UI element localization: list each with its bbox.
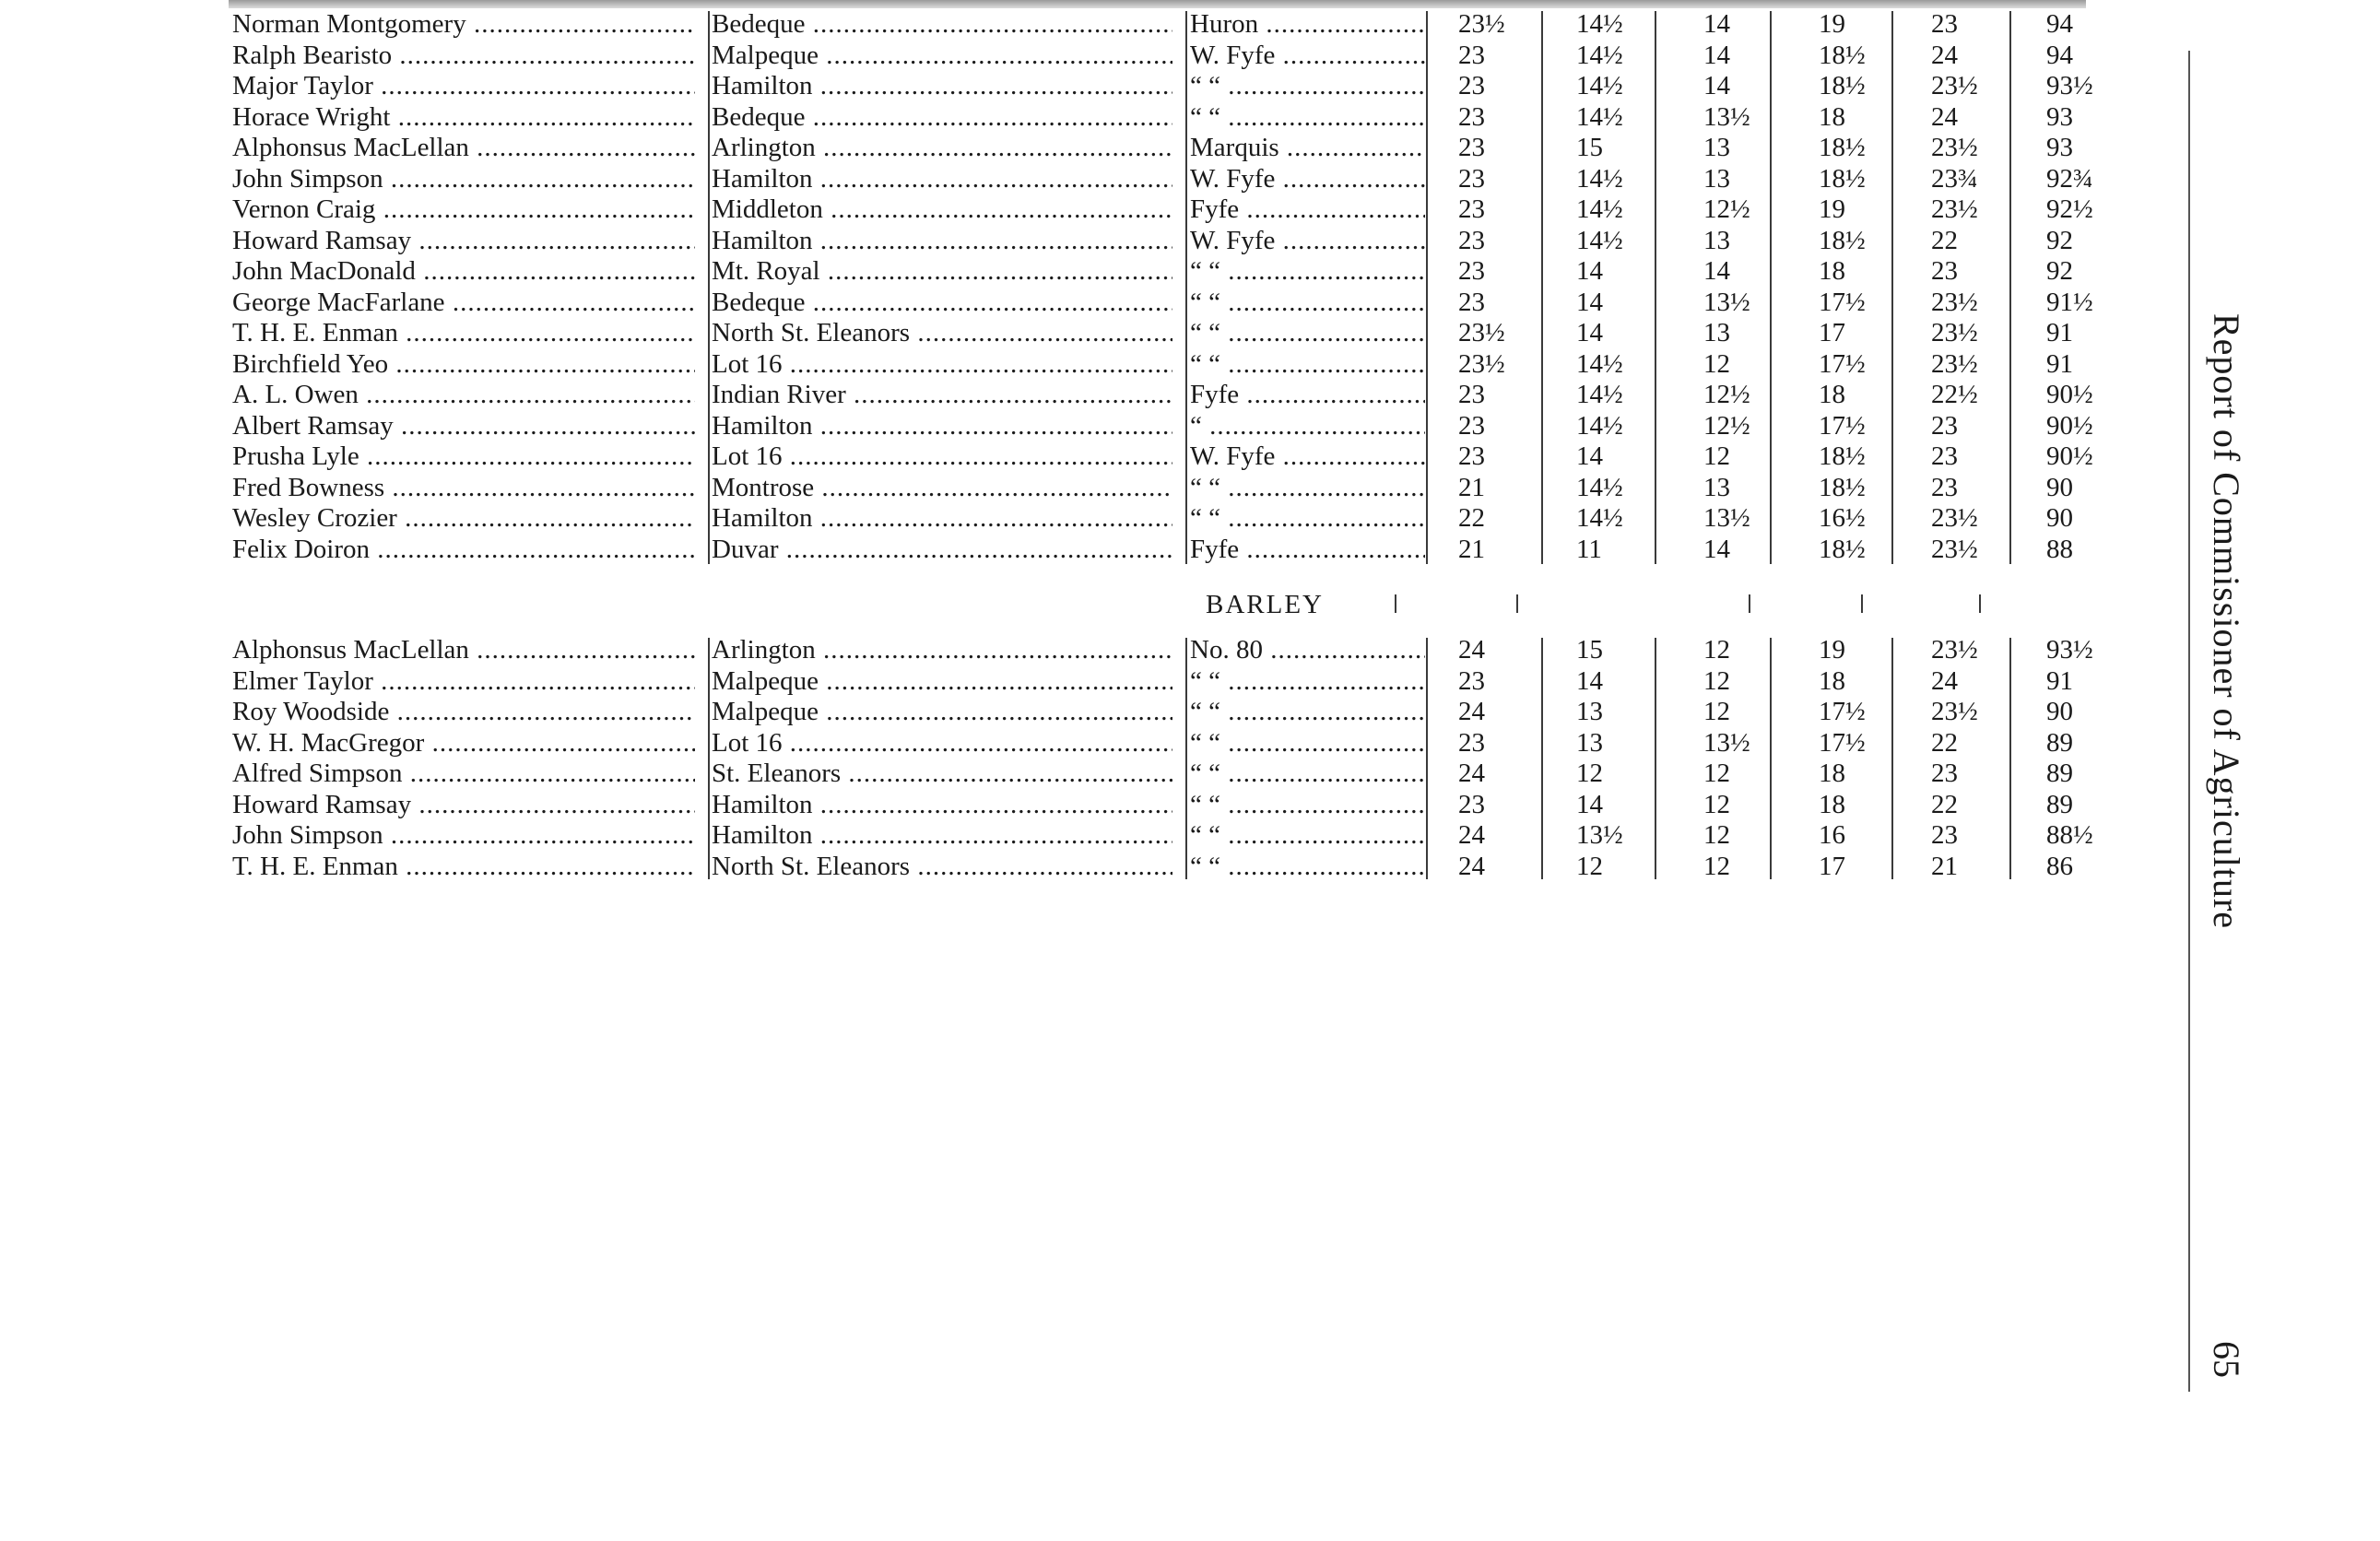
cell-c5: 23	[1931, 820, 1958, 850]
cell-c1: 23	[1458, 727, 1485, 758]
cell-total: 93	[2046, 101, 2073, 132]
cell-total: 91	[2046, 348, 2073, 379]
table-row	[0, 503, 2120, 534]
cell-c5: 23½	[1931, 534, 1978, 564]
cell-address: Hamilton .....	[712, 790, 1172, 820]
cell-c3: 12½	[1703, 380, 1750, 409]
table-row	[0, 226, 2120, 256]
table-row	[0, 71, 2120, 101]
cell-address: Malpeque .....	[712, 666, 1172, 697]
cell-name: T. H. E. Enman .....	[232, 852, 695, 882]
cell-c4: 17½	[1819, 410, 1866, 441]
cell-c1: 24	[1458, 759, 1485, 788]
column-rule	[1655, 11, 1656, 564]
cell-c2: 14½	[1576, 380, 1623, 409]
cell-address: Lot 16 .....	[712, 441, 1172, 472]
cell-c3: 13½	[1703, 727, 1750, 758]
cell-total: 90½	[2046, 410, 2093, 441]
cell-total: 90½	[2046, 441, 2093, 471]
cell-c2: 14½	[1576, 9, 1623, 39]
column-rule	[1891, 11, 1893, 564]
cell-c3: 13	[1703, 225, 1730, 255]
cell-c3: 13	[1703, 318, 1730, 347]
cell-total: 88½	[2046, 820, 2093, 850]
cell-c4: 18	[1819, 380, 1845, 409]
cell-c5: 23	[1931, 759, 1958, 788]
cell-c3: 12	[1703, 789, 1730, 819]
column-rule	[1426, 11, 1428, 564]
column-rule	[1185, 11, 1187, 564]
column-rule	[1861, 594, 1863, 613]
cell-c3: 12½	[1703, 410, 1750, 441]
cell-variety: “ “ .....	[1190, 820, 1425, 851]
cell-c5: 23	[1931, 472, 1958, 502]
cell-variety: “ “ .....	[1190, 666, 1425, 697]
cell-c4: 18½	[1819, 71, 1866, 100]
cell-c5: 23½	[1931, 503, 1978, 533]
cell-c4: 17½	[1819, 287, 1866, 317]
cell-c4: 18½	[1819, 472, 1866, 502]
cell-c2: 14½	[1576, 472, 1623, 502]
cell-name: Major Taylor .....	[232, 71, 695, 101]
cell-name: George MacFarlane .....	[232, 288, 695, 318]
table-row	[0, 9, 2120, 40]
cell-c1: 23	[1458, 287, 1485, 317]
cell-name: A. L. Owen .....	[232, 380, 695, 410]
cell-c4: 18	[1819, 665, 1845, 696]
section-heading-barley: BARLEY	[1206, 590, 1324, 619]
cell-total: 93	[2046, 133, 2073, 162]
cell-total: 86	[2046, 851, 2073, 881]
cell-c3: 13½	[1703, 287, 1750, 317]
cell-c1: 23	[1458, 40, 1485, 70]
cell-address: Arlington .....	[712, 133, 1172, 163]
cell-c1: 23	[1458, 441, 1485, 471]
cell-c2: 14½	[1576, 348, 1623, 379]
cell-variety: Marquis .....	[1190, 133, 1425, 163]
table-row	[0, 441, 2120, 472]
cell-c1: 23½	[1458, 318, 1505, 347]
table-row	[0, 852, 2120, 882]
table-row	[0, 318, 2120, 348]
cell-c3: 13	[1703, 163, 1730, 194]
cell-c1: 24	[1458, 635, 1485, 665]
table-row	[0, 102, 2120, 133]
cell-address: Hamilton .....	[712, 503, 1172, 534]
cell-address: Hamilton .....	[712, 226, 1172, 256]
cell-c3: 13	[1703, 472, 1730, 502]
column-rule	[2009, 11, 2011, 564]
cell-address: Bedeque .....	[712, 288, 1172, 318]
cell-c2: 14	[1576, 318, 1603, 347]
cell-c3: 13½	[1703, 101, 1750, 132]
cell-c5: 22	[1931, 225, 1958, 255]
cell-address: Bedeque .....	[712, 102, 1172, 133]
cell-c5: 22	[1931, 789, 1958, 819]
cell-name: Alphonsus MacLellan .....	[232, 133, 695, 163]
cell-c2: 15	[1576, 133, 1603, 162]
cell-c3: 14	[1703, 534, 1730, 564]
cell-variety: “ “ .....	[1190, 697, 1425, 727]
cell-c2: 14	[1576, 287, 1603, 317]
cell-total: 91	[2046, 665, 2073, 696]
cell-c4: 16½	[1819, 503, 1866, 533]
cell-address: Lot 16 .....	[712, 728, 1172, 759]
table-row	[0, 790, 2120, 820]
table-row	[0, 697, 2120, 727]
cell-variety: Fyfe .....	[1190, 194, 1425, 225]
cell-variety: “ “ .....	[1190, 71, 1425, 101]
cell-total: 92	[2046, 225, 2073, 255]
cell-c4: 18½	[1819, 441, 1866, 471]
cell-total: 93½	[2046, 635, 2093, 665]
cell-c3: 12	[1703, 851, 1730, 881]
column-rule	[1541, 11, 1543, 564]
cell-address: Malpeque .....	[712, 697, 1172, 727]
cell-c2: 14½	[1576, 71, 1623, 100]
cell-c1: 23	[1458, 380, 1485, 409]
cell-c5: 23¾	[1931, 163, 1978, 194]
cell-c4: 18½	[1819, 40, 1866, 70]
cell-variety: “ “ .....	[1190, 759, 1425, 789]
cell-name: John Simpson .....	[232, 820, 695, 851]
cell-c5: 23	[1931, 9, 1958, 39]
cell-c4: 18	[1819, 101, 1845, 132]
cell-variety: W. Fyfe .....	[1190, 164, 1425, 194]
cell-name: Fred Bowness .....	[232, 473, 695, 503]
cell-address: North St. Eleanors .....	[712, 318, 1172, 348]
cell-c2: 14½	[1576, 163, 1623, 194]
cell-c4: 18	[1819, 759, 1845, 788]
cell-c2: 14	[1576, 441, 1603, 471]
cell-variety: Huron .....	[1190, 9, 1425, 40]
cell-total: 92	[2046, 256, 2073, 286]
cell-name: Vernon Craig .....	[232, 194, 695, 225]
cell-c4: 17½	[1819, 727, 1866, 758]
cell-variety: “ “ .....	[1190, 102, 1425, 133]
cell-name: W. H. MacGregor .....	[232, 728, 695, 759]
cell-c1: 24	[1458, 697, 1485, 726]
cell-variety: “ “ .....	[1190, 852, 1425, 882]
cell-address: North St. Eleanors .....	[712, 852, 1172, 882]
cell-c5: 23½	[1931, 348, 1978, 379]
cell-variety: “ “ .....	[1190, 256, 1425, 287]
cell-c1: 24	[1458, 851, 1485, 881]
cell-total: 89	[2046, 789, 2073, 819]
cell-c3: 12	[1703, 697, 1730, 726]
cell-name: Birchfield Yeo .....	[232, 349, 695, 380]
cell-c4: 17	[1819, 318, 1845, 347]
cell-address: Bedeque .....	[712, 9, 1172, 40]
cell-c2: 13	[1576, 727, 1603, 758]
cell-name: T. H. E. Enman .....	[232, 318, 695, 348]
column-rule	[1516, 594, 1518, 613]
cell-address: Duvar .....	[712, 535, 1172, 565]
cell-c1: 22	[1458, 503, 1485, 533]
cell-variety: “ “ .....	[1190, 288, 1425, 318]
cell-c3: 13	[1703, 133, 1730, 162]
cell-c4: 16	[1819, 820, 1845, 850]
margin-rule	[2188, 51, 2190, 1392]
cell-variety: No. 80 .....	[1190, 635, 1425, 665]
cell-name: Howard Ramsay .....	[232, 790, 695, 820]
cell-address: Mt. Royal .....	[712, 256, 1172, 287]
table-row	[0, 759, 2120, 789]
cell-address: Hamilton .....	[712, 820, 1172, 851]
cell-c4: 19	[1819, 9, 1845, 39]
column-rule	[2009, 638, 2011, 879]
cell-name: Horace Wright .....	[232, 102, 695, 133]
cell-c1: 23	[1458, 410, 1485, 441]
cell-c4: 18½	[1819, 534, 1866, 564]
page-number: 65	[2206, 1341, 2247, 1378]
cell-total: 90½	[2046, 380, 2093, 409]
cell-c5: 23½	[1931, 133, 1978, 162]
cell-c2: 13½	[1576, 820, 1623, 850]
cell-variety: W. Fyfe .....	[1190, 441, 1425, 472]
cell-c1: 23	[1458, 665, 1485, 696]
cell-c4: 18	[1819, 256, 1845, 286]
column-rule	[1185, 638, 1187, 879]
cell-c1: 21	[1458, 534, 1485, 564]
cell-c1: 23	[1458, 163, 1485, 194]
column-rule	[1395, 594, 1396, 613]
cell-name: Wesley Crozier .....	[232, 503, 695, 534]
cell-c3: 12	[1703, 665, 1730, 696]
cell-c5: 23½	[1931, 697, 1978, 726]
cell-c2: 11	[1576, 534, 1602, 564]
cell-name: Elmer Taylor .....	[232, 666, 695, 697]
cell-c1: 23	[1458, 101, 1485, 132]
cell-c4: 17½	[1819, 697, 1866, 726]
cell-c4: 19	[1819, 635, 1845, 665]
table-row	[0, 728, 2120, 759]
cell-name: Alfred Simpson .....	[232, 759, 695, 789]
cell-address: Hamilton .....	[712, 411, 1172, 441]
cell-name: Albert Ramsay .....	[232, 411, 695, 441]
cell-c1: 23	[1458, 194, 1485, 224]
cell-c2: 14½	[1576, 194, 1623, 224]
cell-variety: “ “ .....	[1190, 318, 1425, 348]
table-row	[0, 288, 2120, 318]
cell-address: Middleton .....	[712, 194, 1172, 225]
cell-c5: 24	[1931, 40, 1958, 70]
cell-c3: 14	[1703, 71, 1730, 100]
cell-c3: 14	[1703, 256, 1730, 286]
cell-total: 89	[2046, 759, 2073, 788]
cell-c2: 14	[1576, 789, 1603, 819]
cell-total: 92¾	[2046, 163, 2093, 194]
cell-total: 90	[2046, 472, 2073, 502]
column-rule	[1541, 638, 1543, 879]
running-head: Report of Commissioner of Agriculture	[2206, 313, 2247, 930]
cell-address: Arlington .....	[712, 635, 1172, 665]
cell-variety: Fyfe .....	[1190, 380, 1425, 410]
table-row	[0, 535, 2120, 565]
cell-c2: 12	[1576, 851, 1603, 881]
cell-c5: 23½	[1931, 635, 1978, 665]
cell-variety: W. Fyfe .....	[1190, 41, 1425, 71]
cell-c2: 14½	[1576, 40, 1623, 70]
cell-c5: 23½	[1931, 194, 1978, 224]
table-row	[0, 820, 2120, 851]
cell-address: Malpeque .....	[712, 41, 1172, 71]
cell-variety: “ .....	[1190, 411, 1425, 441]
column-rule	[1770, 638, 1772, 879]
cell-c2: 12	[1576, 759, 1603, 788]
cell-address: Lot 16 .....	[712, 349, 1172, 380]
cell-name: Howard Ramsay .....	[232, 226, 695, 256]
table-row	[0, 256, 2120, 287]
table-row	[0, 194, 2120, 225]
cell-c4: 19	[1819, 194, 1845, 224]
cell-c3: 12	[1703, 441, 1730, 471]
cell-name: Alphonsus MacLellan .....	[232, 635, 695, 665]
cell-name: Norman Montgomery .....	[232, 9, 695, 40]
cell-c1: 23	[1458, 256, 1485, 286]
cell-address: Hamilton .....	[712, 164, 1172, 194]
cell-c3: 13½	[1703, 503, 1750, 533]
cell-c5: 21	[1931, 851, 1958, 881]
cell-c4: 18½	[1819, 133, 1866, 162]
cell-variety: “ “ .....	[1190, 790, 1425, 820]
cell-c2: 14½	[1576, 410, 1623, 441]
column-rule	[1426, 638, 1428, 879]
table-row	[0, 666, 2120, 697]
column-rule	[1770, 11, 1772, 564]
cell-total: 90	[2046, 697, 2073, 726]
cell-c5: 23	[1931, 256, 1958, 286]
column-rule	[1655, 638, 1656, 879]
cell-total: 91	[2046, 318, 2073, 347]
cell-variety: “ “ .....	[1190, 473, 1425, 503]
cell-c2: 14½	[1576, 101, 1623, 132]
cell-c3: 14	[1703, 9, 1730, 39]
cell-address: St. Eleanors .....	[712, 759, 1172, 789]
cell-c2: 14½	[1576, 503, 1623, 533]
cell-c3: 14	[1703, 40, 1730, 70]
cell-c1: 23	[1458, 71, 1485, 100]
cell-c3: 12	[1703, 635, 1730, 665]
cell-c5: 24	[1931, 101, 1958, 132]
cell-c5: 22½	[1931, 380, 1978, 409]
cell-total: 92½	[2046, 194, 2093, 224]
column-rule	[1979, 594, 1981, 613]
cell-c1: 23	[1458, 225, 1485, 255]
cell-c4: 18½	[1819, 163, 1866, 194]
cell-address: Montrose .....	[712, 473, 1172, 503]
cell-name: John Simpson .....	[232, 164, 695, 194]
cell-c1: 24	[1458, 820, 1485, 850]
table-row	[0, 473, 2120, 503]
cell-name: Roy Woodside .....	[232, 697, 695, 727]
cell-total: 90	[2046, 503, 2073, 533]
cell-address: Hamilton .....	[712, 71, 1172, 101]
cell-c5: 22	[1931, 727, 1958, 758]
cell-c5: 23½	[1931, 71, 1978, 100]
cell-c1: 23½	[1458, 348, 1505, 379]
cell-c2: 14	[1576, 256, 1603, 286]
table-row	[0, 164, 2120, 194]
cell-c1: 21	[1458, 472, 1485, 502]
cell-c2: 14½	[1576, 225, 1623, 255]
cell-variety: “ “ .....	[1190, 349, 1425, 380]
cell-name: Ralph Bearisto .....	[232, 41, 695, 71]
table-row	[0, 349, 2120, 380]
cell-c5: 24	[1931, 665, 1958, 696]
cell-c5: 23½	[1931, 287, 1978, 317]
cell-c2: 15	[1576, 635, 1603, 665]
cell-c5: 23	[1931, 410, 1958, 441]
cell-c4: 17	[1819, 851, 1845, 881]
cell-c3: 12	[1703, 759, 1730, 788]
table-row	[0, 380, 2120, 410]
cell-c2: 14	[1576, 665, 1603, 696]
cell-name: Felix Doiron .....	[232, 535, 695, 565]
cell-c1: 23	[1458, 789, 1485, 819]
cell-c4: 18½	[1819, 225, 1866, 255]
cell-c3: 12½	[1703, 194, 1750, 224]
column-rule	[1891, 638, 1893, 879]
cell-c5: 23	[1931, 441, 1958, 471]
cell-total: 91½	[2046, 287, 2093, 317]
cell-total: 89	[2046, 727, 2073, 758]
table-row	[0, 41, 2120, 71]
cell-variety: “ “ .....	[1190, 728, 1425, 759]
cell-c4: 17½	[1819, 348, 1866, 379]
cell-c3: 12	[1703, 820, 1730, 850]
column-rule	[708, 11, 710, 564]
column-rule	[708, 638, 710, 879]
cell-name: Prusha Lyle .....	[232, 441, 695, 472]
table-row	[0, 411, 2120, 441]
table-row	[0, 133, 2120, 163]
cell-total: 93½	[2046, 71, 2093, 100]
cell-c2: 13	[1576, 697, 1603, 726]
table-row	[0, 635, 2120, 665]
cell-address: Indian River .....	[712, 380, 1172, 410]
cell-variety: “ “ .....	[1190, 503, 1425, 534]
cell-c1: 23½	[1458, 9, 1505, 39]
cell-name: John MacDonald .....	[232, 256, 695, 287]
cell-variety: W. Fyfe .....	[1190, 226, 1425, 256]
cell-c5: 23½	[1931, 318, 1978, 347]
cell-c1: 23	[1458, 133, 1485, 162]
scan-top-edge	[229, 0, 2086, 8]
column-rule	[1749, 594, 1750, 613]
cell-total: 94	[2046, 9, 2073, 39]
cell-c4: 18	[1819, 789, 1845, 819]
cell-total: 94	[2046, 40, 2073, 70]
cell-c3: 12	[1703, 348, 1730, 379]
cell-variety: Fyfe .....	[1190, 535, 1425, 565]
cell-total: 88	[2046, 534, 2073, 564]
